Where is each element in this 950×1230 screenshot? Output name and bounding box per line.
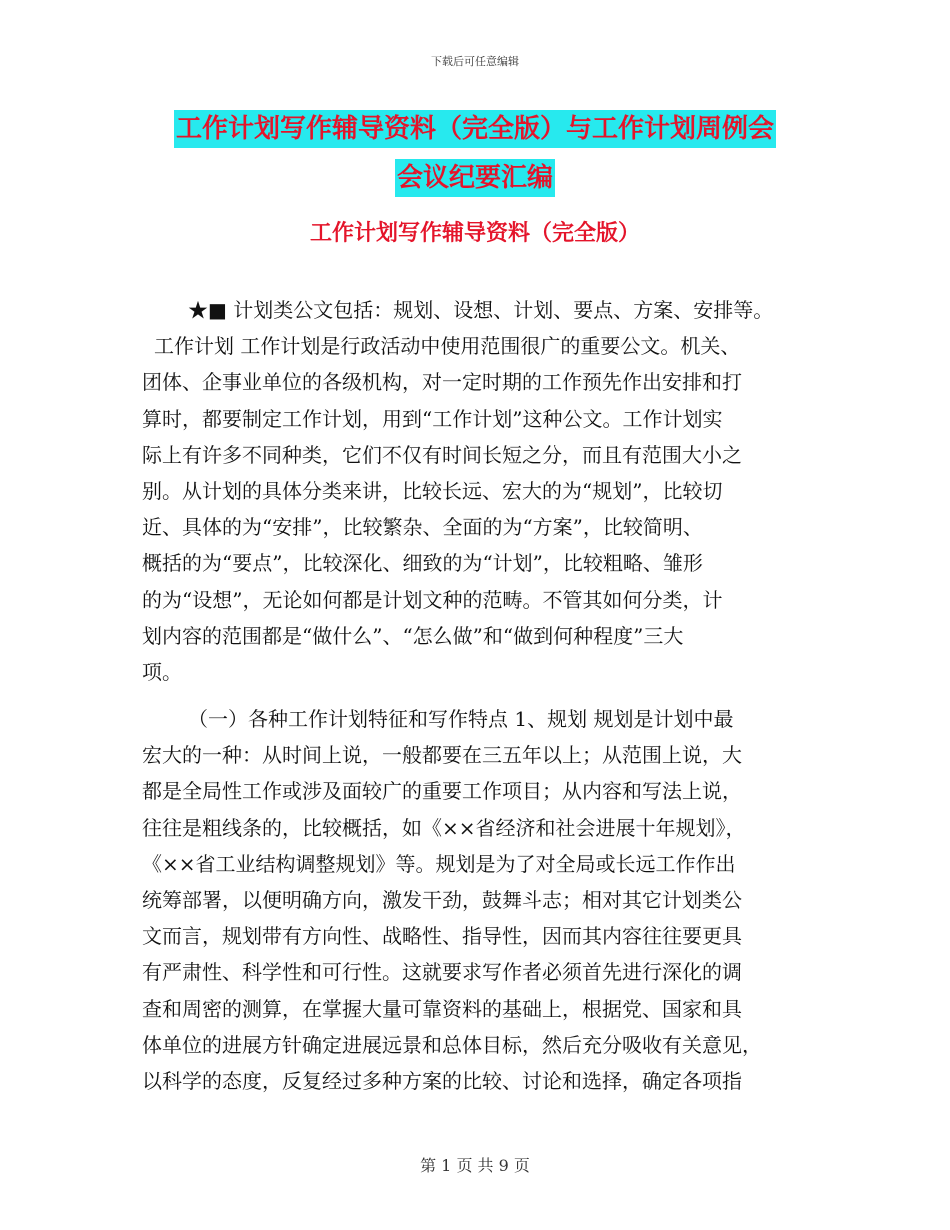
paragraph-line: 都是全局性工作或涉及面较广的重要工作项目；从内容和写法上说， — [142, 779, 742, 804]
paragraph-line: 概括的为“要点”，比较深化、细致的为“计划”，比较粗略、雏形 — [142, 551, 703, 576]
section-subtitle: 工作计划写作辅导资料（完全版） — [309, 221, 640, 246]
paragraph-line: ★■ 计划类公文包括：规划、设想、计划、要点、方案、安排等。 — [188, 298, 774, 322]
paragraph-line: 工作计划 工作计划是行政活动中使用范围很广的重要公文。机关、 — [154, 334, 741, 359]
paragraph-line: 宏大的一种：从时间上说，一般都要在三五年以上；从范围上说，大 — [142, 743, 742, 768]
paragraph-line: 查和周密的测算，在掌握大量可靠资料的基础上，根据党、国家和具 — [142, 996, 742, 1021]
paragraph-line: 划内容的范围都是“做什么”、“怎么做”和“做到何种程度”三大 — [142, 623, 684, 648]
paragraph-line: 别。从计划的具体分类来讲，比较长远、宏大的为“规划”，比较切 — [142, 479, 723, 504]
paragraph-line: 近、具体的为“安排”，比较繁杂、全面的为“方案”，比较简明、 — [142, 515, 703, 540]
paragraph-line: 际上有许多不同种类，它们不仅有时间长短之分，而且有范围大小之 — [142, 442, 742, 467]
paragraph-line: 团体、企事业单位的各级机构，对一定时期的工作预先作出安排和打 — [142, 370, 742, 395]
paragraph-line: 《××省工业结构调整规划》等。规划是为了对全局或长远工作作出 — [142, 851, 736, 876]
page-header-note: 下载后可任意编辑 — [431, 55, 519, 68]
paragraph-line: 往往是粗线条的，比较概括，如《××省经济和社会进展十年规划》， — [142, 815, 746, 840]
page-number: 第 1 页 共 9 页 — [420, 1156, 530, 1175]
paragraph-line: 以科学的态度，反复经过多种方案的比较、讨论和选择，确定各项指 — [142, 1069, 742, 1094]
paragraph-line: 统筹部署，以便明确方向，激发干劲，鼓舞斗志；相对其它计划类公 — [142, 888, 742, 913]
paragraph-line: 算时，都要制定工作计划，用到“工作计划”这种公文。工作计划实 — [142, 406, 723, 431]
paragraph-line: 文而言，规划带有方向性、战略性、指导性，因而其内容往往要更具 — [142, 924, 742, 949]
paragraph-1 — [142, 292, 822, 690]
title-line-2: 会议纪要汇编 — [395, 159, 555, 197]
paragraph-2 — [142, 701, 822, 1099]
paragraph-line: 体单位的进展方针确定进展远景和总体目标，然后充分吸收有关意见， — [142, 1032, 762, 1057]
title-line-1: 工作计划写作辅导资料（完全版）与工作计划周例会 — [174, 110, 776, 148]
paragraph-line: 的为“设想”，无论如何都是计划文种的范畴。不管其如何分类，计 — [142, 587, 723, 612]
paragraph-line: （一）各种工作计划特征和写作特点 1、规划 规划是计划中最 — [188, 707, 734, 731]
paragraph-line: 项。 — [142, 660, 182, 685]
document-title — [0, 110, 950, 197]
paragraph-line: 有严肃性、科学性和可行性。这就要求写作者必须首先进行深化的调 — [142, 960, 742, 985]
